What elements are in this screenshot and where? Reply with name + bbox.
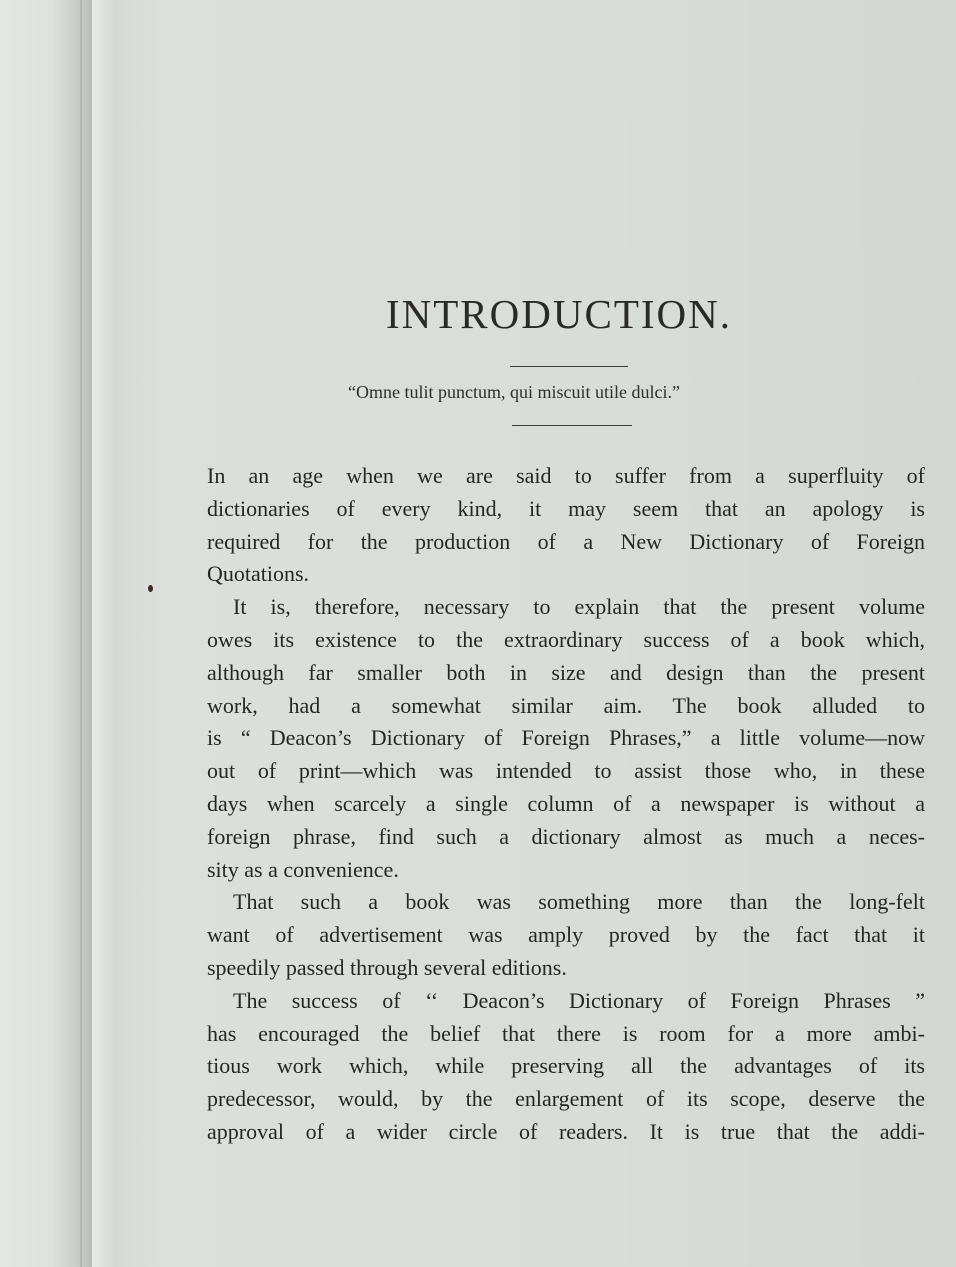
text-line: days when scarcely a single column of a newspaper is without a bbox=[207, 790, 925, 816]
text-line: sity as a convenience. bbox=[207, 856, 399, 882]
text-line: Quotations. bbox=[207, 561, 310, 587]
divider-rule-top bbox=[510, 366, 628, 367]
page-title: INTRODUCTION. bbox=[386, 291, 732, 337]
body-text bbox=[207, 460, 925, 1149]
text-line: speedily passed through several editions. bbox=[207, 954, 567, 980]
text-line: has encouraged the belief that there is room for a more ambi- bbox=[207, 1020, 925, 1046]
text-line: tious work which, while preserving all the advantages of its bbox=[207, 1053, 925, 1079]
text-line: foreign phrase, find such a dictionary almost as much a neces- bbox=[207, 823, 925, 849]
page-edge-shadow bbox=[92, 0, 116, 1267]
text-line: owes its existence to the extraordinary success of a book which, bbox=[207, 626, 925, 652]
text-line: want of advertisement was amply proved by the fact that it bbox=[207, 922, 925, 948]
divider-rule-bottom bbox=[512, 425, 632, 426]
paragraph-4 bbox=[207, 985, 925, 1149]
ink-spot bbox=[148, 585, 153, 592]
text-line: although far smaller both in size and design than the present bbox=[207, 659, 925, 685]
text-line: That such a book was something more than the long-felt bbox=[233, 889, 925, 915]
text-line: predecessor, would, by the enlargement of its scope, deserve the bbox=[207, 1086, 925, 1112]
epigraph: “Omne tulit punctum, qui miscuit utile dulci.” bbox=[348, 382, 680, 402]
text-line: In an age when we are said to suffer from a superfluity of bbox=[207, 463, 925, 488]
text-line: out of print—which was intended to assist those who, in these bbox=[207, 758, 925, 784]
paragraph-2 bbox=[207, 591, 925, 886]
paragraph-3 bbox=[207, 886, 925, 984]
left-page bbox=[0, 0, 92, 1267]
text-line: required for the production of a New Dictionary of Foreign bbox=[207, 528, 925, 554]
paragraph-1 bbox=[207, 460, 925, 591]
text-line: dictionaries of every kind, it may seem that an apology is bbox=[207, 495, 925, 521]
text-line: work, had a somewhat similar aim. The book alluded to bbox=[207, 692, 925, 718]
text-line: The success of ‘‘ Deacon’s Dictionary of Foreign Phrases ” bbox=[233, 987, 925, 1013]
book-gutter bbox=[80, 0, 82, 1267]
text-line: It is, therefore, necessary to explain that the present volume bbox=[233, 594, 925, 620]
text-line: is “ Deacon’s Dictionary of Foreign Phrases,” a little volume—now bbox=[207, 725, 925, 751]
text-line: approval of a wider circle of readers. It is true that the addi- bbox=[207, 1118, 925, 1144]
